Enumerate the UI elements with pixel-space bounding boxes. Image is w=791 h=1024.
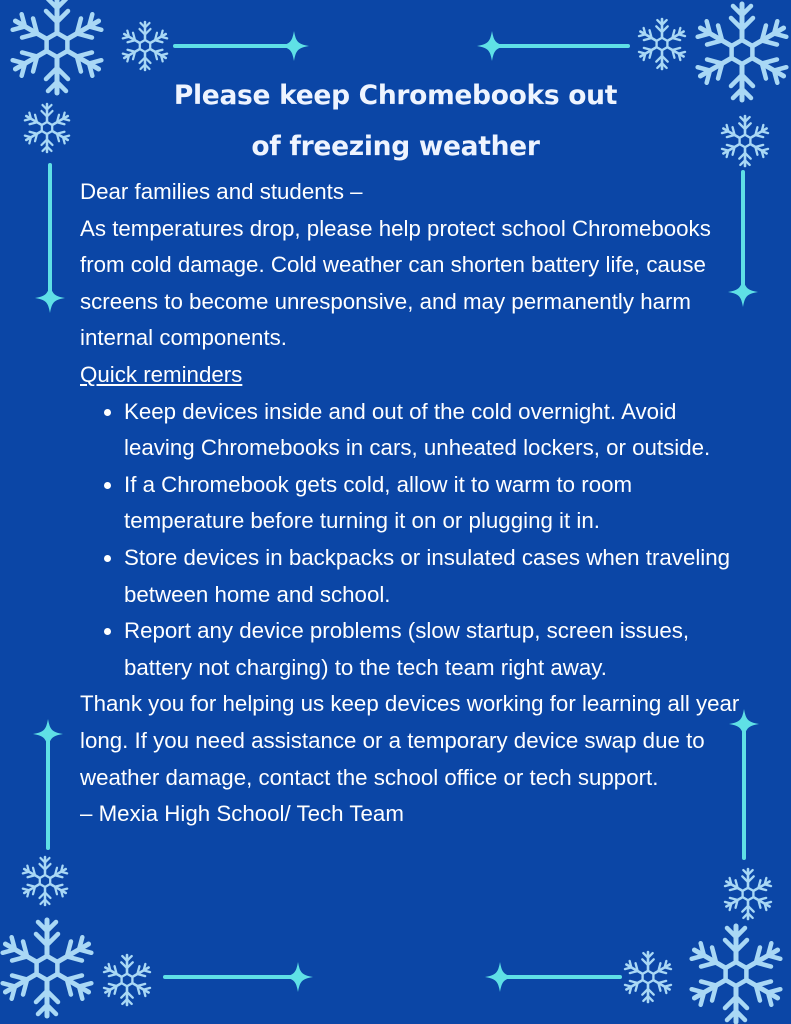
bullet-icon: [104, 409, 111, 416]
greeting: Dear families and students –: [80, 179, 363, 204]
reminder-item: [80, 394, 745, 467]
title-line-2: of freezing weather: [251, 131, 540, 162]
sparkle-line-left-lower: [33, 719, 63, 848]
snowflake-icon: [638, 19, 687, 69]
bullet-icon: [104, 482, 111, 489]
sparkle-line-bottom-left: [165, 962, 313, 992]
reminder-text: Keep devices inside and out of the cold overnight. Avoid leaving Chromebooks in cars, unheated lockers, or outside.: [124, 398, 711, 461]
signature: – Mexia High School/ Tech Team: [80, 801, 404, 827]
title-line-1: Please keep Chromebooks out: [173, 80, 618, 111]
snowflake-icon: [21, 857, 68, 905]
snowflake-icon: [724, 869, 773, 919]
snowflake-icon: [103, 955, 152, 1005]
reminder-text: Store devices in backpacks or insulated cases when traveling between home and school.: [124, 544, 731, 607]
snowflake-icon: [121, 22, 168, 70]
reminder-text: If a Chromebook gets cold, allow it to warm to room temperature before turning it on or plugging it in.: [124, 471, 633, 534]
reminders-list: [80, 394, 745, 687]
sparkle-line-bottom-right: [485, 962, 620, 992]
intro-paragraph: As temperatures drop, please help protect school Chromebooks from cold damage. Cold weather can shorten battery life, cause screens to become unresponsive, and may permanently harm internal components.: [80, 215, 711, 351]
reminder-item: [80, 613, 745, 686]
bullet-icon: [104, 555, 111, 562]
sparkle-line-top-left: [175, 31, 309, 61]
closing-paragraph: Thank you for helping us keep devices working for learning all year long. If you need assistance or a temporary device swap due to weather damage, contact the school office or tech support.: [80, 691, 740, 790]
sparkle-line-top-right: [477, 31, 628, 61]
snowflake-icon: [624, 952, 673, 1002]
letter-body: [80, 174, 745, 833]
reminder-item: [80, 467, 745, 540]
snowflake-icon: [0, 920, 94, 1016]
sparkle-line-left-upper: [35, 165, 65, 313]
reminders-heading: Quick reminders: [80, 361, 243, 387]
reminder-text: Report any device problems (slow startup, screen issues, battery not charging) to the tech team right away.: [124, 618, 690, 680]
snowflake-icon: [689, 926, 783, 1022]
reminder-item: [80, 540, 745, 613]
bullet-icon: [104, 628, 111, 635]
